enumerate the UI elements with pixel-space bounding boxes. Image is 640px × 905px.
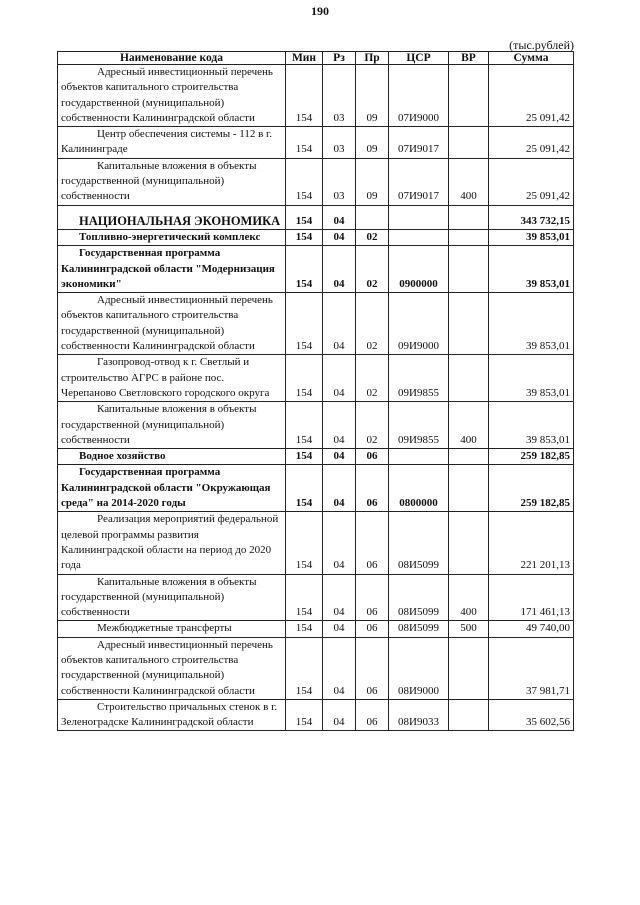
cell-sum: 259 182,85 [489, 449, 574, 465]
cell-sum: 343 732,15 [489, 205, 574, 229]
cell-min: 154 [286, 574, 323, 621]
cell-min: 154 [286, 229, 323, 245]
cell-csr: 07И9017 [389, 127, 449, 159]
table-row [58, 229, 574, 245]
cell-sum: 221 201,13 [489, 512, 574, 574]
row-name: Капитальные вложения в объекты государственной (муниципальной) собственности [61, 403, 257, 446]
cell-pr: 02 [356, 246, 389, 293]
cell-vr [449, 205, 489, 229]
cell-vr [449, 355, 489, 402]
cell-vr [449, 229, 489, 245]
table-row [58, 205, 574, 229]
cell-sum: 39 853,01 [489, 246, 574, 293]
cell-rz: 03 [323, 158, 356, 205]
header-vr: ВР [449, 52, 489, 65]
cell-pr: 06 [356, 512, 389, 574]
cell-pr: 09 [356, 65, 389, 127]
cell-csr: 0900000 [389, 246, 449, 293]
page-number: 190 [311, 4, 329, 18]
cell-vr [449, 465, 489, 512]
cell-pr: 02 [356, 402, 389, 449]
cell-rz: 04 [323, 229, 356, 245]
row-name: Государственная программа Калининградской области "Модернизация экономики" [61, 247, 275, 290]
cell-name [58, 229, 286, 245]
cell-vr: 400 [449, 574, 489, 621]
row-name: Адресный инвестиционный перечень объектов капитального строительства государственной (муниципальной) собственности Калининградской области [61, 294, 273, 353]
table-row [58, 637, 574, 699]
cell-rz: 04 [323, 205, 356, 229]
cell-vr [449, 512, 489, 574]
table-row [58, 449, 574, 465]
cell-csr: 08И5099 [389, 574, 449, 621]
table-row [58, 512, 574, 574]
cell-name [58, 465, 286, 512]
cell-rz: 04 [323, 246, 356, 293]
cell-name [58, 512, 286, 574]
cell-pr: 09 [356, 158, 389, 205]
cell-csr: 08И5099 [389, 512, 449, 574]
cell-name [58, 402, 286, 449]
cell-pr: 06 [356, 465, 389, 512]
cell-vr [449, 127, 489, 159]
cell-csr: 08И5099 [389, 621, 449, 637]
cell-sum: 35 602,56 [489, 699, 574, 731]
cell-name [58, 637, 286, 699]
table-row [58, 355, 574, 402]
header-rz: Рз [323, 52, 356, 65]
cell-name [58, 449, 286, 465]
table-row [58, 699, 574, 731]
cell-name [58, 699, 286, 731]
units-label: (тыс.рублей) [509, 38, 574, 52]
cell-csr: 08И9000 [389, 637, 449, 699]
table-row [58, 402, 574, 449]
cell-vr [449, 65, 489, 127]
cell-vr [449, 293, 489, 355]
cell-name [58, 574, 286, 621]
cell-min: 154 [286, 355, 323, 402]
cell-rz: 04 [323, 293, 356, 355]
cell-csr [389, 205, 449, 229]
cell-min: 154 [286, 158, 323, 205]
header-pr: Пр [356, 52, 389, 65]
cell-vr [449, 449, 489, 465]
cell-pr: 06 [356, 621, 389, 637]
cell-sum: 39 853,01 [489, 229, 574, 245]
cell-rz: 03 [323, 127, 356, 159]
cell-rz: 04 [323, 574, 356, 621]
cell-csr: 07И9000 [389, 65, 449, 127]
header-csr: ЦСР [389, 52, 449, 65]
cell-sum: 39 853,01 [489, 293, 574, 355]
cell-pr: 06 [356, 699, 389, 731]
cell-vr [449, 699, 489, 731]
row-name: Межбюджетные трансферты [97, 622, 232, 635]
cell-min: 154 [286, 449, 323, 465]
table-row [58, 127, 574, 159]
row-name: Топливно-энергетический комплекс [79, 230, 261, 243]
cell-pr: 09 [356, 127, 389, 159]
cell-min: 154 [286, 465, 323, 512]
cell-sum: 171 461,13 [489, 574, 574, 621]
cell-name [58, 293, 286, 355]
cell-csr: 07И9017 [389, 158, 449, 205]
cell-min: 154 [286, 65, 323, 127]
cell-pr: 06 [356, 449, 389, 465]
table-row [58, 246, 574, 293]
cell-vr [449, 637, 489, 699]
cell-min: 154 [286, 699, 323, 731]
table-header-row [58, 52, 574, 65]
cell-pr: 06 [356, 574, 389, 621]
row-name: Строительство причальных стенок в г. Зеленоградске Калининградской области [61, 700, 278, 729]
cell-rz: 04 [323, 637, 356, 699]
cell-min: 154 [286, 512, 323, 574]
table-row [58, 158, 574, 205]
cell-csr [389, 229, 449, 245]
cell-sum: 259 182,85 [489, 465, 574, 512]
cell-vr [449, 246, 489, 293]
cell-name [58, 127, 286, 159]
cell-rz: 04 [323, 512, 356, 574]
header-min: Мин [286, 52, 323, 65]
cell-rz: 04 [323, 699, 356, 731]
cell-vr: 400 [449, 402, 489, 449]
table-row [58, 65, 574, 127]
row-name: Реализация мероприятий федеральной целевой программы развития Калининградской области на период до 2020 года [61, 513, 279, 572]
cell-csr: 08И9033 [389, 699, 449, 731]
table-row [58, 574, 574, 621]
cell-name [58, 158, 286, 205]
cell-rz: 04 [323, 355, 356, 402]
header-name: Наименование кода [58, 52, 286, 65]
cell-rz: 04 [323, 402, 356, 449]
row-name: Водное хозяйство [79, 450, 166, 463]
row-name: Капитальные вложения в объекты государственной (муниципальной) собственности [61, 575, 257, 619]
cell-rz: 03 [323, 65, 356, 127]
cell-sum: 25 091,42 [489, 127, 574, 159]
cell-sum: 25 091,42 [489, 158, 574, 205]
cell-vr: 500 [449, 621, 489, 637]
row-name: Адресный инвестиционный перечень объектов капитального строительства государственной (муниципальной) собственности Калининградской области [61, 638, 273, 697]
cell-min: 154 [286, 637, 323, 699]
cell-min: 154 [286, 621, 323, 637]
cell-csr: 09И9855 [389, 402, 449, 449]
row-name: Адресный инвестиционный перечень объектов капитального строительства государственной (муниципальной) собственности Калининградской области [61, 66, 273, 124]
table-row [58, 465, 574, 512]
cell-name [58, 65, 286, 127]
cell-name [58, 355, 286, 402]
cell-sum: 37 981,71 [489, 637, 574, 699]
row-name: Центр обеспечения системы - 112 в г. Калининграде [61, 128, 273, 156]
table-row [58, 621, 574, 637]
cell-sum: 39 853,01 [489, 355, 574, 402]
row-name: НАЦИОНАЛЬНАЯ ЭКОНОМИКА [79, 213, 281, 228]
cell-min: 154 [286, 246, 323, 293]
cell-vr: 400 [449, 158, 489, 205]
cell-pr: 02 [356, 293, 389, 355]
cell-name [58, 621, 286, 637]
cell-csr: 09И9000 [389, 293, 449, 355]
cell-csr [389, 449, 449, 465]
cell-sum: 25 091,42 [489, 65, 574, 127]
cell-min: 154 [286, 402, 323, 449]
cell-rz: 04 [323, 621, 356, 637]
cell-name [58, 205, 286, 229]
cell-rz: 04 [323, 465, 356, 512]
cell-csr: 09И9855 [389, 355, 449, 402]
budget-table [57, 51, 574, 731]
cell-min: 154 [286, 205, 323, 229]
table-row [58, 293, 574, 355]
cell-pr: 02 [356, 355, 389, 402]
cell-rz: 04 [323, 449, 356, 465]
row-name: Газопровод-отвод к г. Светлый и строительство АГРС в районе пос. Черепаново Светловского городского округа [61, 356, 270, 399]
cell-sum: 39 853,01 [489, 402, 574, 449]
header-sum: Сумма [489, 52, 574, 65]
row-name: Государственная программа Калининградской области "Окружающая среда" на 2014-2020 годы [61, 466, 271, 510]
cell-pr: 06 [356, 637, 389, 699]
cell-sum: 49 740,00 [489, 621, 574, 637]
row-name: Капитальные вложения в объекты государственной (муниципальной) собственности [61, 159, 257, 203]
cell-pr [356, 205, 389, 229]
cell-csr: 0800000 [389, 465, 449, 512]
cell-min: 154 [286, 293, 323, 355]
cell-pr: 02 [356, 229, 389, 245]
cell-min: 154 [286, 127, 323, 159]
cell-name [58, 246, 286, 293]
